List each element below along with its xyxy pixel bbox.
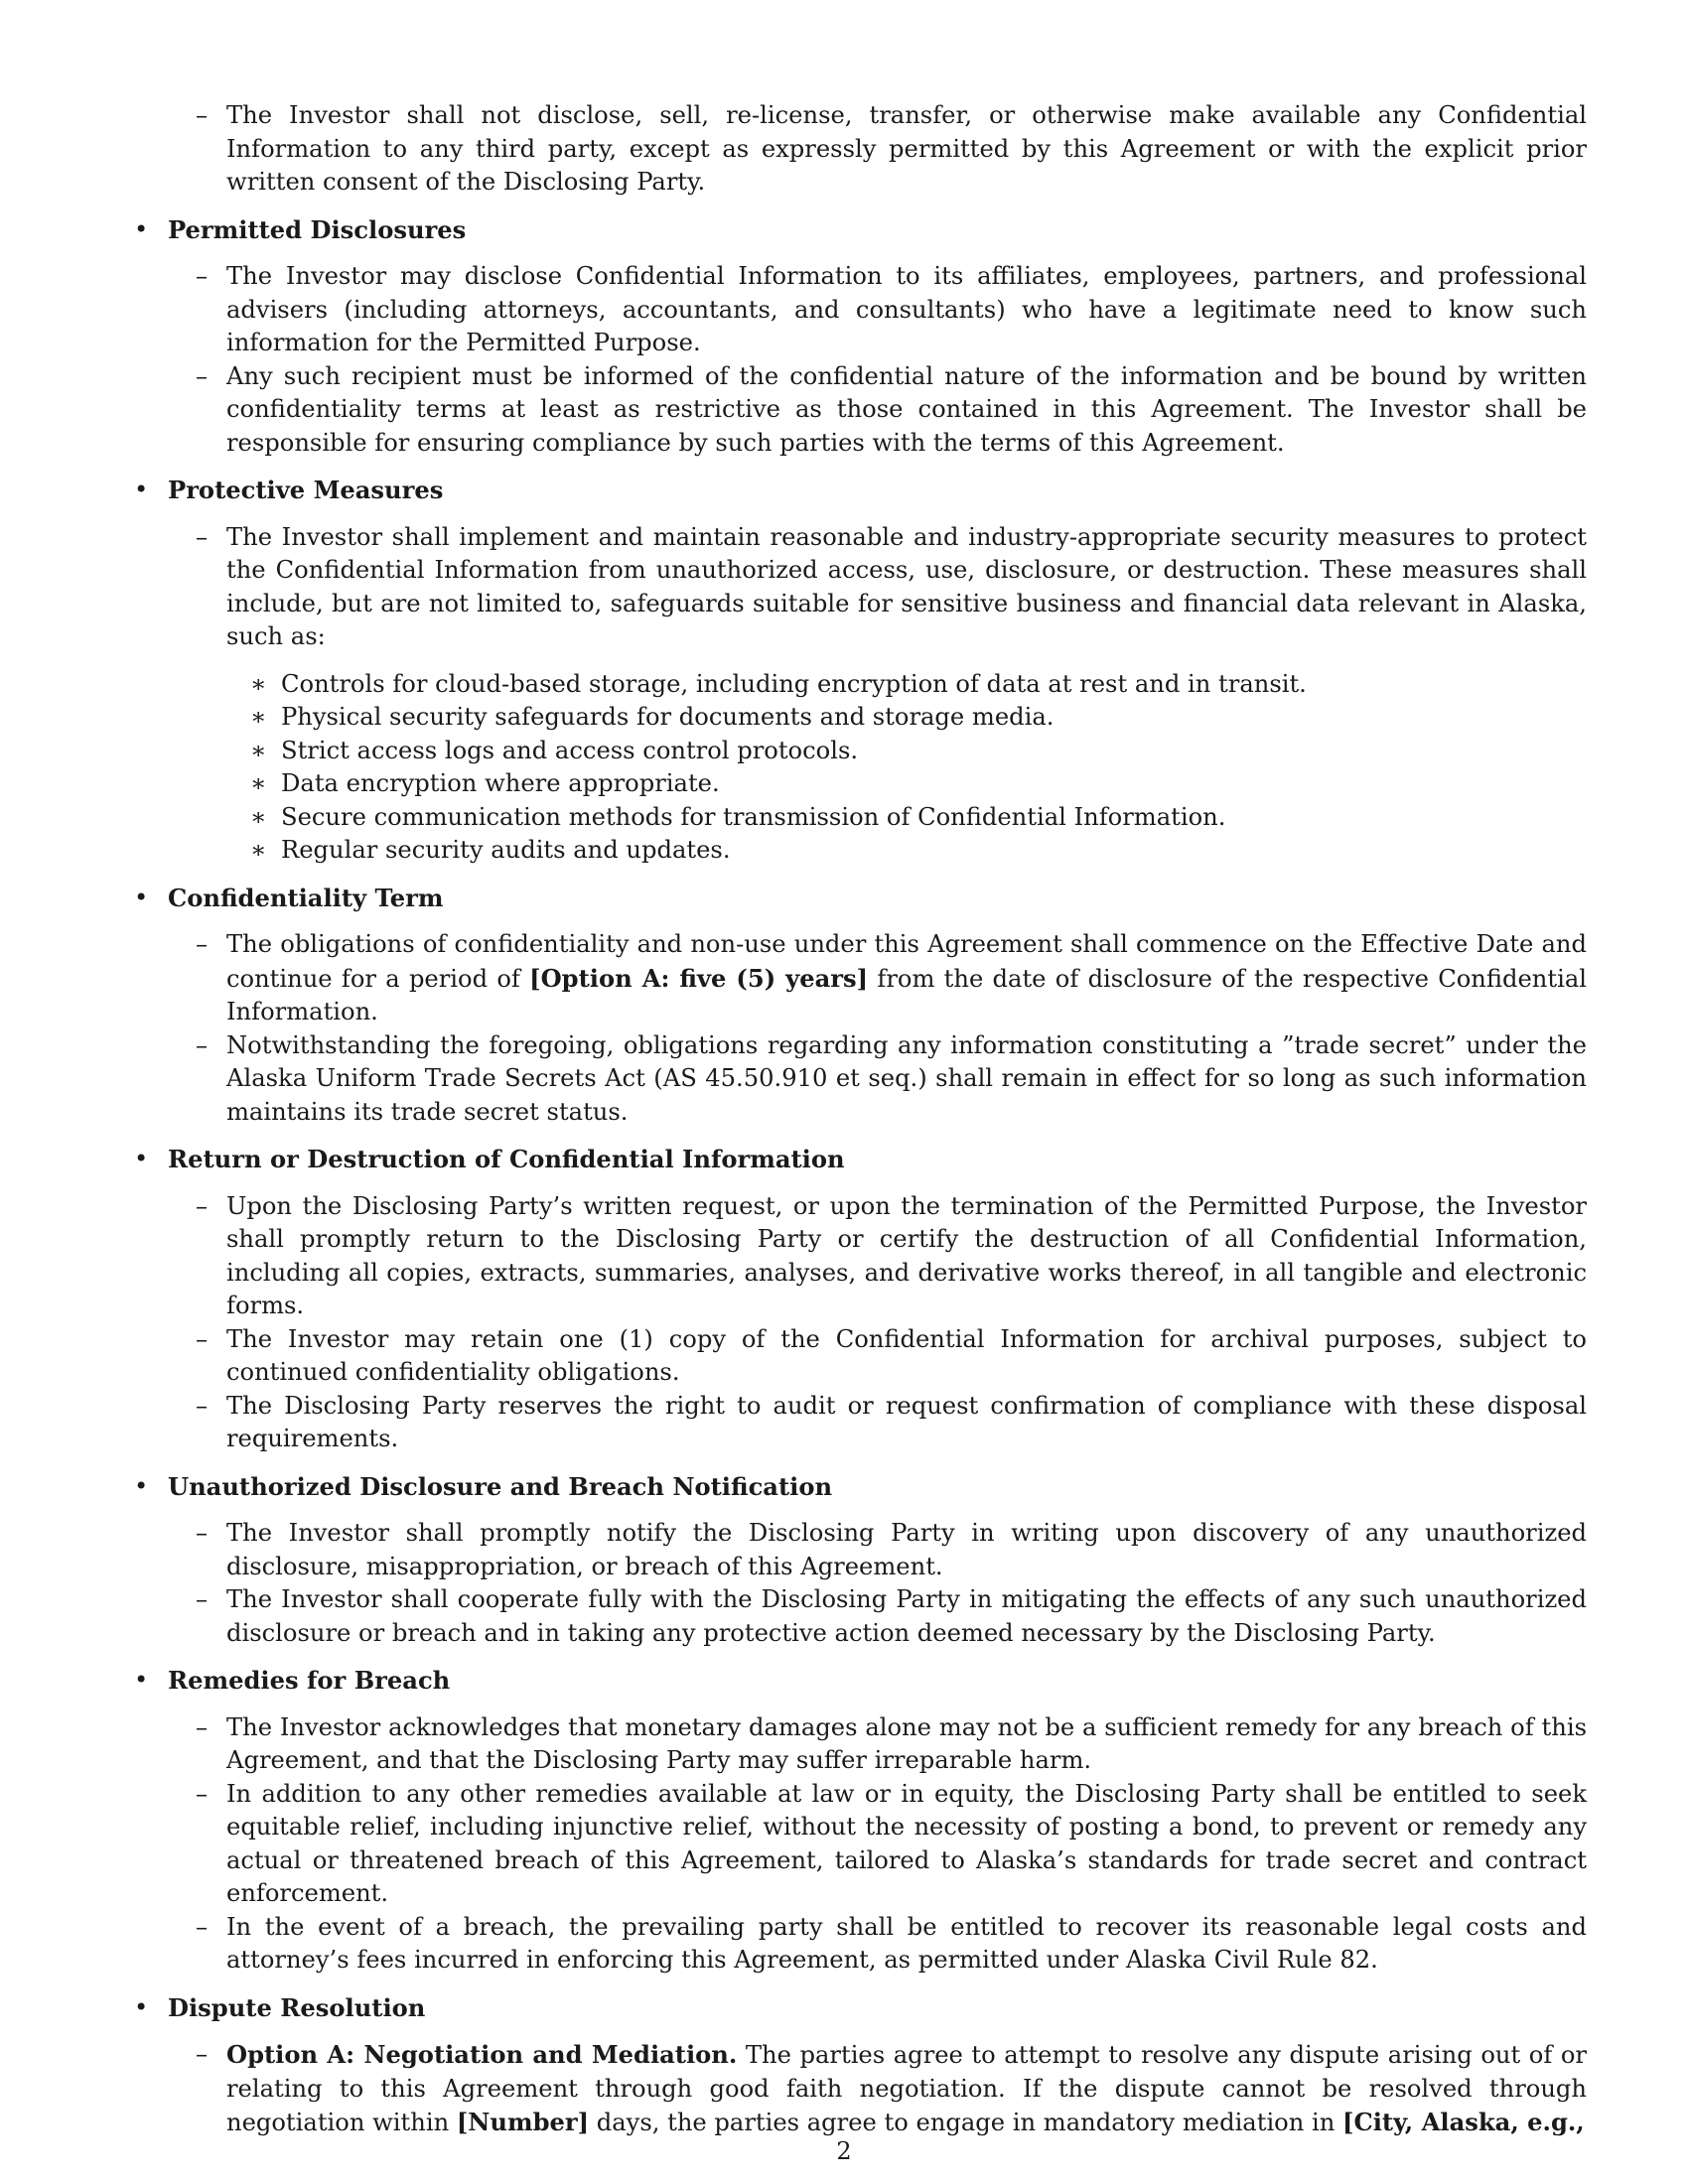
bullet-marker: • xyxy=(134,1145,149,1172)
clause-text: The Investor shall promptly notify the Disclosing Party in writing upon discovery of any unauthorized disclosure, misappropriation, or breach of this Agreement. xyxy=(226,1519,1587,1580)
dash-marker: – xyxy=(196,1324,209,1353)
star-marker: ∗ xyxy=(250,836,267,864)
section-heading: Unauthorized Disclosure and Breach Notification xyxy=(168,1471,833,1501)
bullet-marker: • xyxy=(134,1666,149,1694)
section-protective-measures xyxy=(134,474,1587,507)
clause-text: Upon the Disclosing Party’s written request, or upon the termination of the Permitted Purpose, the Investor shall promptly return to the Disclosing Party or certify the destruction of all Confidential Information, including all copies, extracts, summaries, analyses, and derivative works thereof, in all tangible and electronic forms. xyxy=(226,1191,1587,1319)
list-item xyxy=(134,2038,1587,2140)
page-content xyxy=(134,99,1587,2140)
list-item xyxy=(134,1711,1587,1778)
nested-list-item xyxy=(134,834,1587,868)
measure-text: Regular security audits and updates. xyxy=(281,836,731,864)
list-item xyxy=(134,1390,1587,1456)
dash-marker: – xyxy=(196,522,209,551)
nested-list-item xyxy=(134,767,1587,801)
section-remedies xyxy=(134,1664,1587,1698)
option-placeholder: [Option A: five (5) years] xyxy=(529,963,869,993)
clause-text: The Investor may retain one (1) copy of the Confidential Information for archival purposes, subject to continued confidentiality obligations. xyxy=(226,1324,1587,1386)
dash-marker: – xyxy=(196,1712,209,1741)
dash-marker: – xyxy=(196,1912,209,1941)
section-dispute-resolution xyxy=(134,1991,1587,2025)
list-item xyxy=(134,1029,1587,1130)
clause-text: The Investor shall implement and maintain reasonable and industry-appropriate security measures to protect the Confidential Information from unauthorized access, use, disclosure, or destruction. These measures shall include, but are not limited to, safeguards suitable for sensitive business and financial data relevant in Alaska, such as: xyxy=(226,522,1587,650)
list-item xyxy=(134,1190,1587,1323)
list-item xyxy=(134,1323,1587,1390)
list-item xyxy=(134,99,1587,200)
star-marker: ∗ xyxy=(250,736,267,764)
section-heading: Remedies for Breach xyxy=(168,1666,451,1695)
section-heading: Protective Measures xyxy=(168,476,444,504)
clause-text: In addition to any other remedies available at law or in equity, the Disclosing Party shall be entitled to seek equitable relief, including injunctive relief, without the necessity of posting a bond, to prevent or remedy any actual or threatened breach of this Agreement, tailored to Alaska’s standards for trade secret and contract enforcement. xyxy=(226,1779,1587,1907)
clause-text: In the event of a breach, the prevailing party shall be entitled to recover its reasonable legal costs and attorney’s fees incurred in enforcing this Agreement, as permitted under Alaska Civil Rule 82. xyxy=(226,1912,1587,1974)
section-unauthorized-disclosure xyxy=(134,1470,1587,1504)
city-placeholder: [City, Alaska, e.g., xyxy=(1342,2108,1585,2136)
list-item xyxy=(134,928,1587,1029)
bullet-marker: • xyxy=(134,883,149,911)
nested-list-item xyxy=(134,668,1587,702)
clause-text: Any such recipient must be informed of the confidential nature of the information and be bound by written confidentiality terms at least as restrictive as those contained in this Agreement. The Investor shall be responsible for ensuring compliance by such parties with the terms of this Agreement. xyxy=(226,361,1587,457)
measure-text: Secure communication methods for transmission of Confidential Information. xyxy=(281,802,1226,831)
measure-text: Controls for cloud-based storage, including encryption of data at rest and in transit. xyxy=(281,669,1307,698)
clause-text-part: The parties agree to attempt to resolve any dispute arising out of or relating to this Agreement through good faith negotiation. If the dispute cannot be resolved through negotiation within xyxy=(226,2041,1587,2136)
measure-text: Physical security safeguards for documents and storage media. xyxy=(281,703,1055,731)
clause-text-part: from the date of disclosure of the respective Confidential Information. xyxy=(226,964,1587,1025)
bullet-marker: • xyxy=(134,476,149,503)
section-permitted-disclosures xyxy=(134,213,1587,247)
dash-marker: – xyxy=(196,1191,209,1220)
clause-text xyxy=(226,2038,1587,2140)
dash-marker: – xyxy=(196,101,209,129)
clause-text: The Disclosing Party reserves the right to audit or request confirmation of compliance with these disposal requirements. xyxy=(226,1391,1587,1452)
clause-text: The Investor shall not disclose, sell, re-license, transfer, or otherwise make available any Confidential Information to any third party, except as expressly permitted by this Agreement or with the explicit prior written consent of the Disclosing Party. xyxy=(226,101,1587,196)
section-return-destruction xyxy=(134,1143,1587,1176)
section-heading: Permitted Disclosures xyxy=(168,214,467,244)
clause-text-part: The obligations of confidentiality and non-use under this Agreement shall commence on the Effective Date and continue for a period of xyxy=(226,930,1587,993)
clause-text xyxy=(226,928,1587,1029)
section-confidentiality-term xyxy=(134,882,1587,915)
clause-text: Notwithstanding the foregoing, obligations regarding any information constituting a ”trade secret” under the Alaska Uniform Trade Secrets Act (AS 45.50.910 et seq.) shall remain in effect for so long as such information maintains its trade secret status. xyxy=(226,1030,1587,1126)
list-item xyxy=(134,521,1587,654)
clause-text-part: days, the parties agree to engage in mandatory mediation in xyxy=(589,2109,1343,2136)
measure-text: Data encryption where appropriate. xyxy=(281,769,720,797)
dash-marker: – xyxy=(196,930,209,958)
list-item xyxy=(134,360,1587,461)
dash-marker: – xyxy=(196,1391,209,1420)
list-item xyxy=(134,260,1587,360)
bullet-marker: • xyxy=(134,1471,149,1500)
section-heading: Dispute Resolution xyxy=(168,1992,426,2022)
number-placeholder: [Number] xyxy=(456,2108,590,2136)
star-marker: ∗ xyxy=(250,703,267,731)
nested-list-item xyxy=(134,735,1587,768)
clause-text: The Investor acknowledges that monetary damages alone may not be a sufficient remedy for any breach of this Agreement, and that the Disclosing Party may suffer irreparable harm. xyxy=(226,1712,1587,1774)
measure-text: Strict access logs and access control protocols. xyxy=(281,736,859,764)
nested-list-item xyxy=(134,801,1587,835)
list-item xyxy=(134,1911,1587,1978)
star-marker: ∗ xyxy=(250,802,267,831)
nested-list-item xyxy=(134,701,1587,735)
dash-marker: – xyxy=(196,1585,209,1613)
dash-marker: – xyxy=(196,1779,209,1808)
section-heading: Confidentiality Term xyxy=(168,883,444,912)
bullet-marker: • xyxy=(134,1992,149,2021)
star-marker: ∗ xyxy=(250,669,267,698)
dash-marker: – xyxy=(196,262,209,290)
dash-marker: – xyxy=(196,1519,209,1547)
dash-marker: – xyxy=(196,361,209,390)
bullet-marker: • xyxy=(134,214,149,243)
list-item xyxy=(134,1517,1587,1583)
star-marker: ∗ xyxy=(250,769,267,797)
list-item xyxy=(134,1583,1587,1650)
dash-marker: – xyxy=(196,2040,209,2068)
section-heading: Return or Destruction of Confidential Information xyxy=(168,1145,845,1173)
option-title: Option A: Negotiation and Mediation. xyxy=(226,2040,738,2069)
list-item xyxy=(134,1778,1587,1911)
clause-text: The Investor shall cooperate fully with the Disclosing Party in mitigating the effects of any such unauthorized disclosure or breach and in taking any protective action deemed necessary by the Disclosing Party. xyxy=(226,1585,1587,1647)
dash-marker: – xyxy=(196,1030,209,1059)
clause-text: The Investor may disclose Confidential Information to its affiliates, employees, partners, and professional advisers (including attorneys, accountants, and consultants) who have a legitimate need to know such information for the Permitted Purpose. xyxy=(226,262,1587,356)
page-number: 2 xyxy=(836,2137,852,2165)
